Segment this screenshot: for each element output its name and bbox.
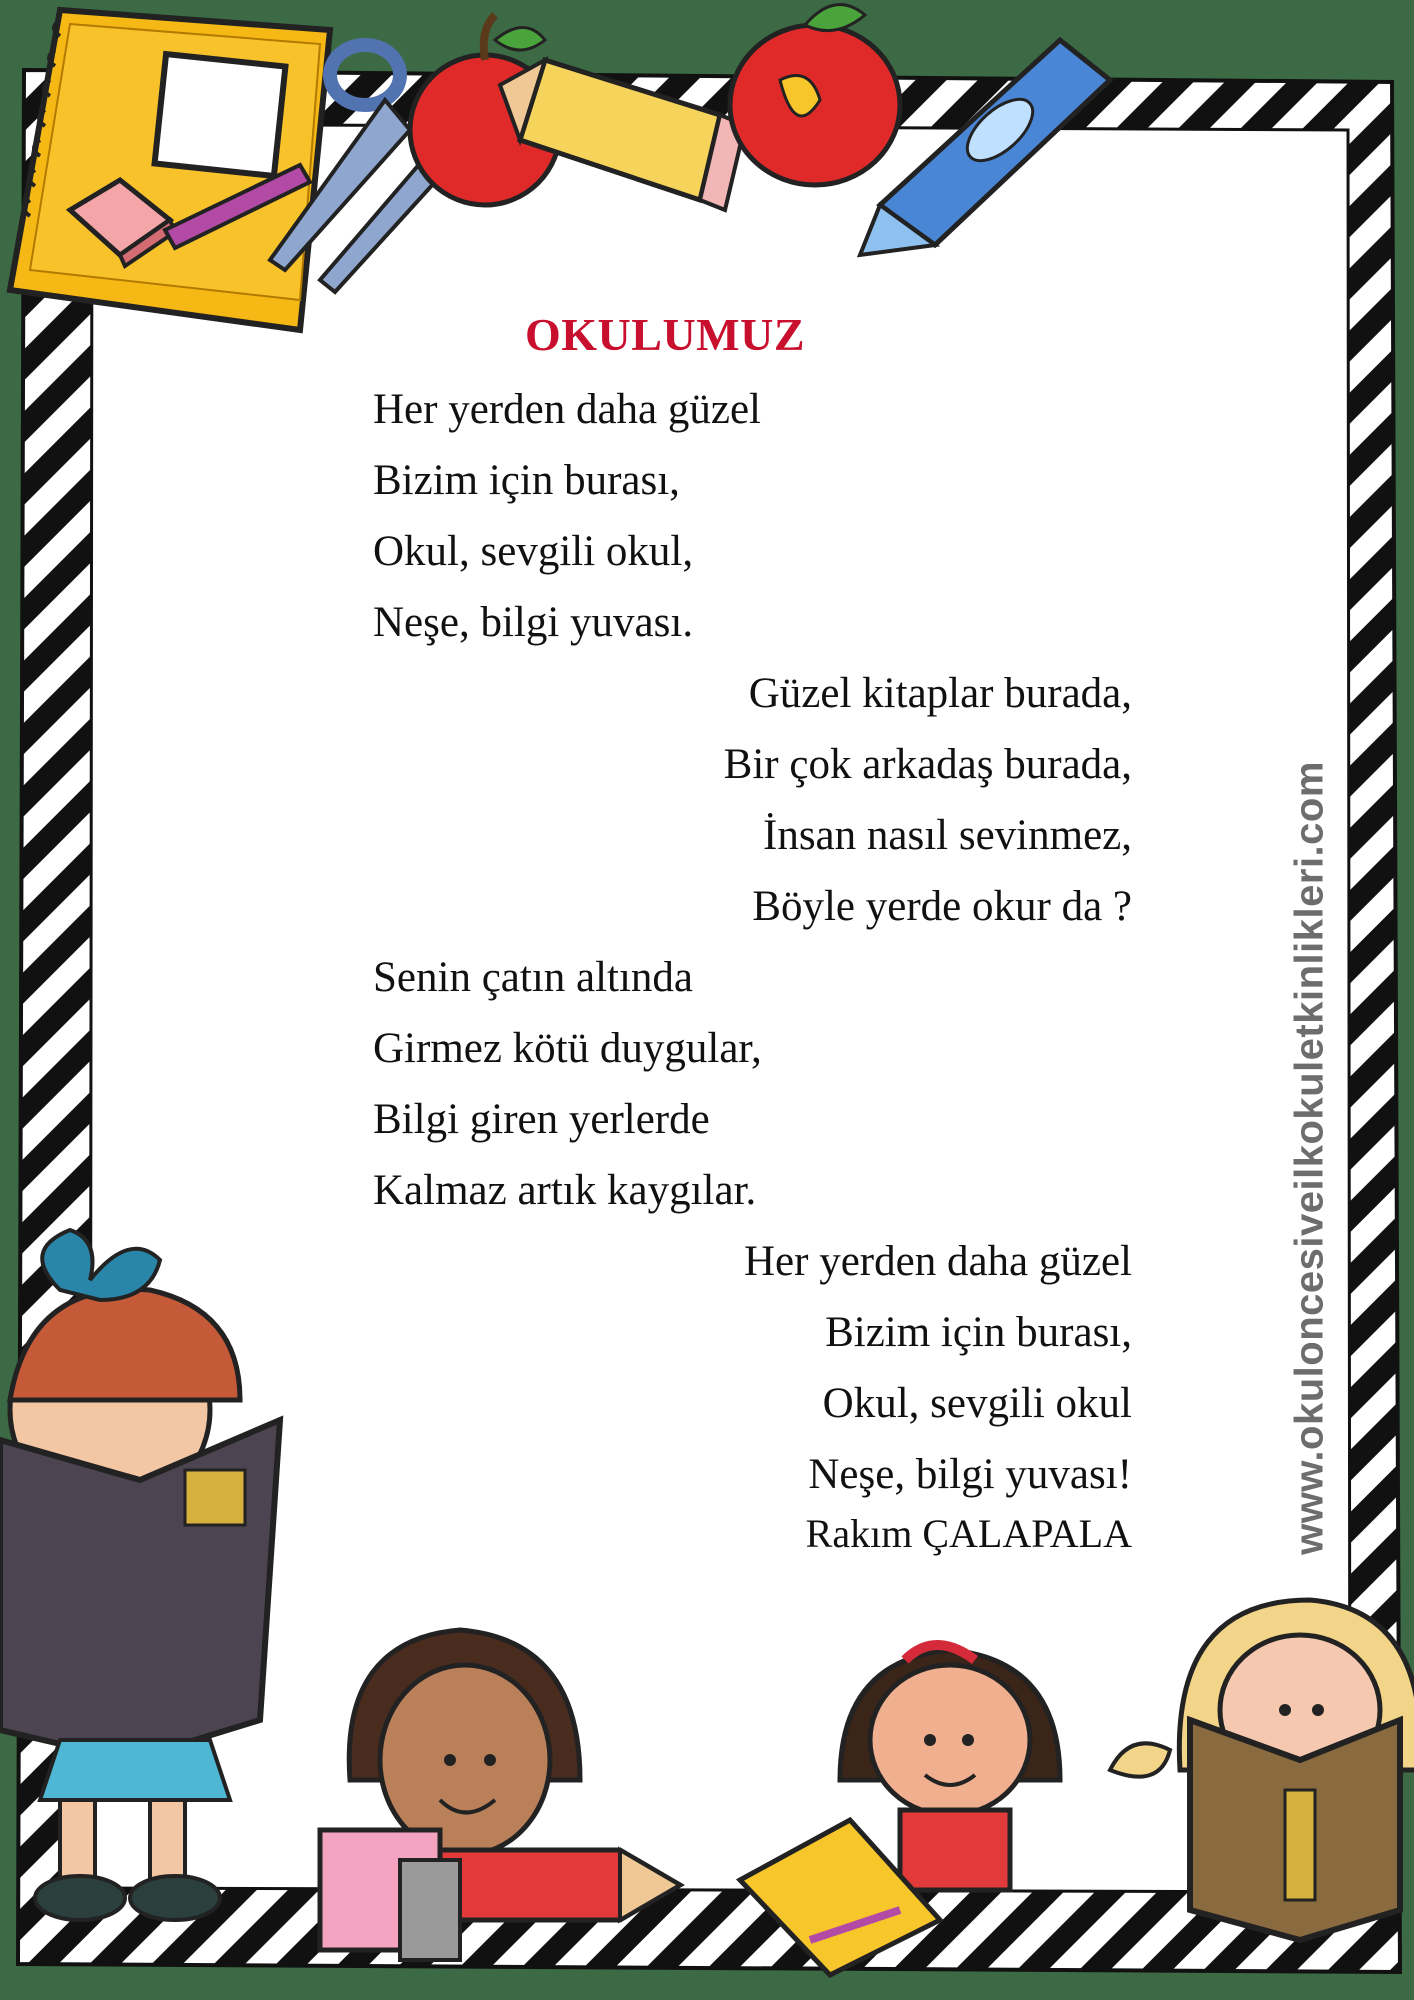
poem-line: Bilgi giren yerlerde xyxy=(373,1096,710,1143)
poem-line: Girmez kötü duygular, xyxy=(373,1025,762,1072)
poem-line: Her yerden daha güzel xyxy=(373,386,761,433)
poem-line: Bir çok arkadaş burada, xyxy=(723,741,1132,788)
poem-line: Böyle yerde okur da ? xyxy=(752,883,1132,930)
poem-line: İnsan nasıl sevinmez, xyxy=(763,812,1132,859)
poem-line: Okul, sevgili okul xyxy=(822,1380,1132,1427)
poem-line: Her yerden daha güzel xyxy=(744,1238,1132,1285)
poem-title: OKULUMUZ xyxy=(525,309,805,360)
poem-line: Neşe, bilgi yuvası! xyxy=(808,1451,1132,1498)
poem-line: Okul, sevgili okul, xyxy=(373,528,694,575)
poem-line: Güzel kitaplar burada, xyxy=(748,670,1132,717)
poem-line: Senin çatın altında xyxy=(373,954,694,1001)
poem-line: Kalmaz artık kaygılar. xyxy=(373,1167,757,1214)
poem-line: Neşe, bilgi yuvası. xyxy=(373,599,694,646)
poem-line: Bizim için burası, xyxy=(825,1309,1132,1356)
poem-line: Bizim için burası, xyxy=(373,457,680,504)
poem-author: Rakım ÇALAPALA xyxy=(805,1511,1132,1556)
website-watermark: www.okuloncesiveilkokuletkinlikleri.com xyxy=(1287,761,1332,1555)
